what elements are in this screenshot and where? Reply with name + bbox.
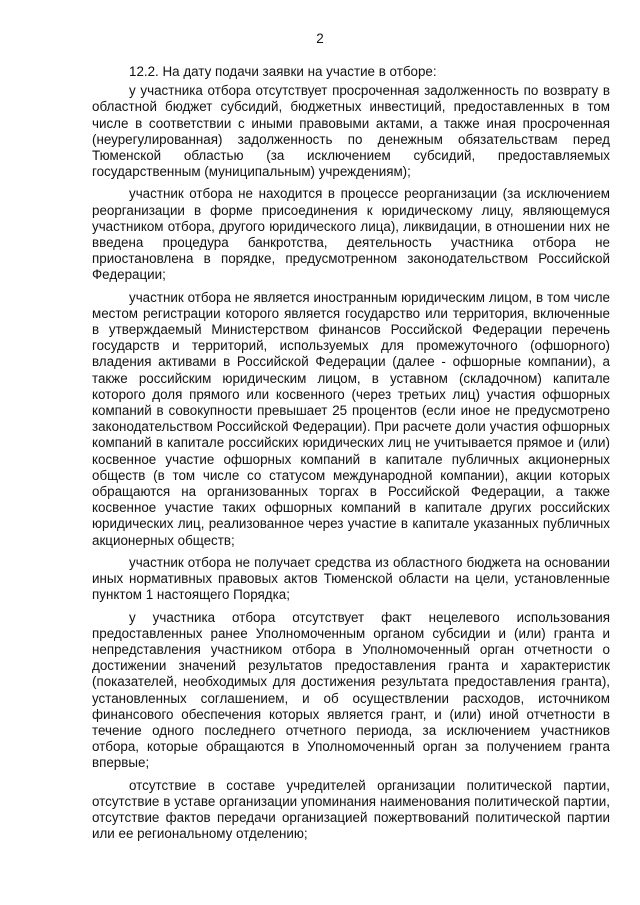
paragraph-offshore: участник отбора не является иностранным юридическим лицом, в том числе местом регистрации которого является государство или территория, включенные в утверждаемый Министерством финансов Российской Федерации перечень государств и территорий, используемых для промежуточного (офшорного) владения активами в Российской Федерации (далее - офшорные компании), а также российским юридическим лицом, в уставном (складочном) капитале которого доля прямого или косвенного (через третьих лиц) участия офшорных компаний в совокупности превышает 25 процентов (если иное не предусмотрено законодательством Российской Федерации). При расчете доли участия офшорных компаний в капитале российских юридических лиц не учитывается прямое и (или) косвенное участие офшорных компаний в капитале публичных акционерных обществ (в том числе со статусом международной компании), акции которых обращаются на организованных торгах в Российской Федерации, а также косвенное участие таких офшорных компаний в капитале других российских юридических лиц, реализованное через участие в капитале указанных публичных акционерных обществ; [92, 289, 610, 548]
document-body [92, 64, 610, 848]
paragraph-debt: у участника отбора отсутствует просроченная задолженность по возврату в областной бюджет субсидий, бюджетных инвестиций, предоставленных в том числе в соответствии с иными правовыми актами, а также иная просроченная (неурегулированная) задолженность по денежным обязательствам перед Тюменской областью (за исключением субсидий, предоставляемых государственным (муниципальным) учреждениям); [92, 83, 610, 180]
section-heading: 12.2. На дату подачи заявки на участие в отборе: [129, 64, 437, 79]
paragraph-budget-funds: участник отбора не получает средства из областного бюджета на основании иных нормативных правовых актов Тюменской области на цели, установленные пунктом 1 настоящего Порядка; [92, 554, 610, 603]
paragraph-political-party: отсутствие в составе учредителей организации политической партии, отсутствие в уставе организации упоминания наименования политической партии, отсутствие фактов передачи организацией пожертвований политической партии или ее региональному отделению; [92, 777, 610, 842]
page-number: 2 [316, 31, 324, 46]
paragraph-misuse: у участника отбора отсутствует факт нецелевого использования предоставленных ранее Уполномоченным органом субсидии и (или) гранта и непредставления участником отбора в Уполномоченный орган отчетности о достижении значений результатов предоставления гранта и характеристик (показателей, необходимых для достижения результата предоставления гранта), установленных соглашением, и об осуществлении расходов, источником финансового обеспечения которых является грант, и (или) иной отчетности в течение одного последнего отчетного периода, за исключением участников отбора, которые обращаются в Уполномоченный орган за получением гранта впервые; [92, 609, 610, 771]
paragraph-reorganization: участник отбора не находится в процессе реорганизации (за исключением реорганизации в форме присоединения к юридическому лицу, являющемуся участником отбора, другого юридического лица), ликвидации, в отношении них не введена процедура банкротства, деятельность участника отбора не приостановлена в порядке, предусмотренном законодательством Российской Федерации; [92, 186, 610, 283]
